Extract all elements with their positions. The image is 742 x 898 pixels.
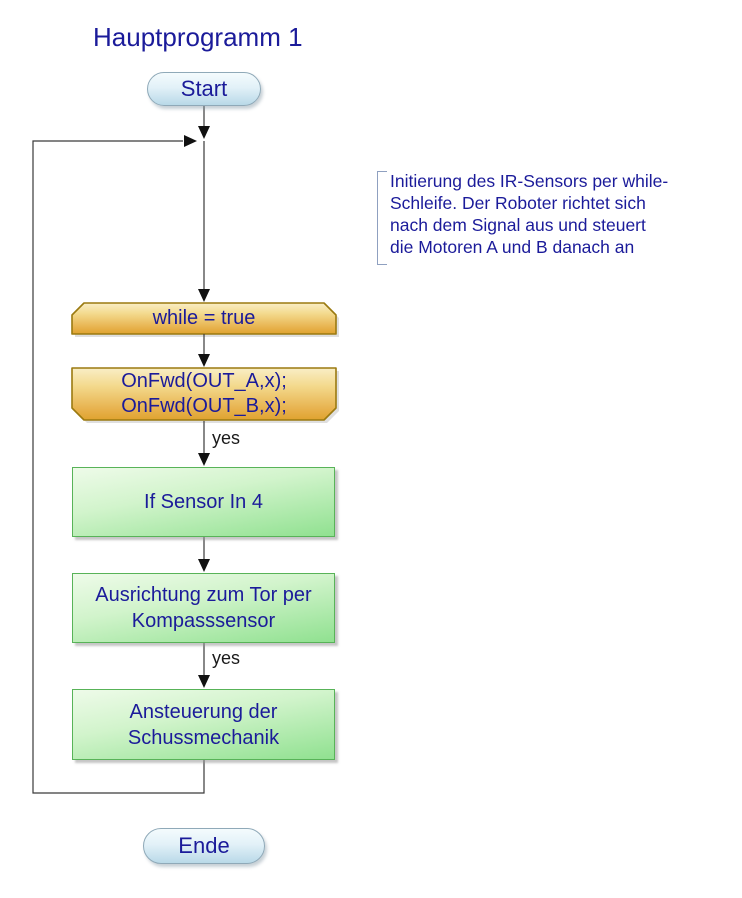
ausrichtung-process xyxy=(72,573,335,643)
page-title: Hauptprogramm 1 xyxy=(93,22,303,52)
annotation-text xyxy=(390,170,720,258)
end-terminal xyxy=(143,828,265,864)
ansteuerung-line-1: Ansteuerung der xyxy=(129,700,278,723)
annotation-line-3: nach dem Signal aus und steuert xyxy=(390,215,646,235)
annotation-bracket xyxy=(377,171,387,265)
arrowhead-into-while xyxy=(198,289,210,302)
annotation-line-4: die Motoren A und B danach an xyxy=(390,237,635,257)
ansteuerung-line-2: Schussmechanik xyxy=(127,726,280,749)
annotation-line-1: Initierung des IR-Sensors per while- xyxy=(390,171,669,191)
end-terminal-label: Ende xyxy=(178,833,230,858)
arrowhead-into-ansteuerung xyxy=(198,675,210,688)
while-label-text: while = true xyxy=(152,307,256,329)
ausrichtung-line-2: Kompasssensor xyxy=(131,610,276,632)
start-terminal xyxy=(147,72,261,106)
if-sensor-process xyxy=(72,467,335,537)
arrowhead-start-junction xyxy=(198,126,210,139)
arrowhead-into-ausrichtung xyxy=(198,559,210,572)
ansteuerung-process xyxy=(72,689,335,760)
arrowhead-loop-back xyxy=(184,135,197,147)
onfwd-loop-end-label xyxy=(72,368,336,420)
if-sensor-label: If Sensor In 4 xyxy=(144,491,263,513)
arrowhead-into-if xyxy=(198,453,210,466)
ausrichtung-line-1: Ausrichtung zum Tor per xyxy=(95,584,312,606)
arrowhead-into-onfwd xyxy=(198,354,210,367)
while-loop-start-label xyxy=(72,303,336,334)
edge-label-yes-2: yes xyxy=(212,648,241,668)
onfwd-line-1: OnFwd(OUT_A,x); xyxy=(121,370,287,392)
edge-label-yes-1: yes xyxy=(212,428,241,448)
annotation-line-2: Schleife. Der Roboter richtet sich xyxy=(390,193,646,213)
onfwd-line-2: OnFwd(OUT_B,x); xyxy=(121,395,287,417)
start-terminal-label: Start xyxy=(180,76,228,101)
